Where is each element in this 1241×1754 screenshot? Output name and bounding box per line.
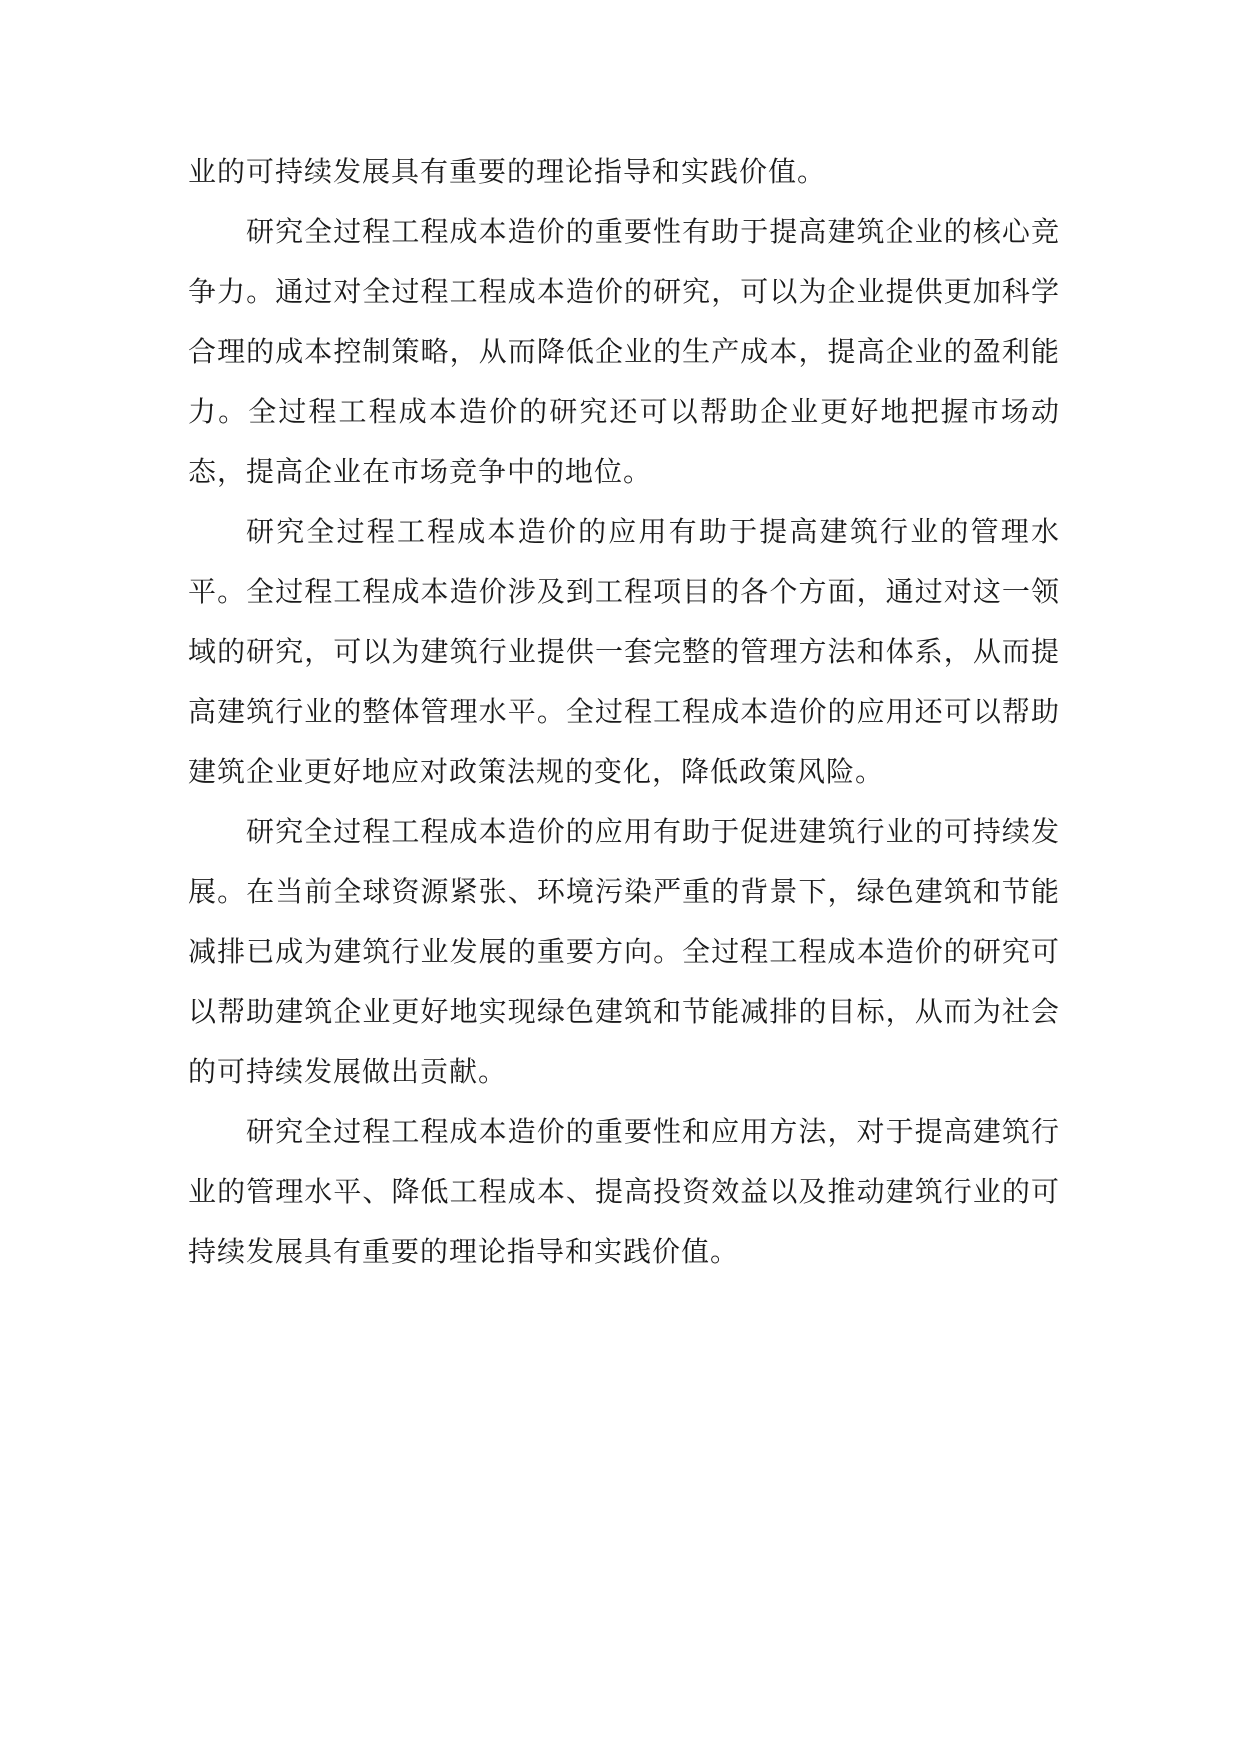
paragraph-continuation: 业的可持续发展具有重要的理论指导和实践价值。 [188,155,827,188]
paragraph-conclusion: 研究全过程工程成本造价的重要性和应用方法，对于提高建筑行业的管理水平、降低工程成本、提高投资效益以及推动建筑行业的可持续发展具有重要的理论指导和实践价值。 [188,1115,1060,1268]
paragraph-core-competitiveness: 研究全过程工程成本造价的重要性有助于提高建筑企业的核心竞争力。通过对全过程工程成本造价的研究，可以为企业提供更加科学合理的成本控制策略，从而降低企业的生产成本，提高企业的盈利能力。全过程工程成本造价的研究还可以帮助企业更好地把握市场动态，提高企业在市场竞争中的地位。 [188,215,1060,488]
paragraph-sustainable-development: 研究全过程工程成本造价的应用有助于促进建筑行业的可持续发展。在当前全球资源紧张、环境污染严重的背景下，绿色建筑和节能减排已成为建筑行业发展的重要方向。全过程工程成本造价的研究可以帮助建筑企业更好地实现绿色建筑和节能减排的目标，从而为社会的可持续发展做出贡献。 [188,815,1060,1088]
body-text [188,142,1060,1282]
paragraph-management-level: 研究全过程工程成本造价的应用有助于提高建筑行业的管理水平。全过程工程成本造价涉及到工程项目的各个方面，通过对这一领域的研究，可以为建筑行业提供一套完整的管理方法和体系，从而提高建筑行业的整体管理水平。全过程工程成本造价的应用还可以帮助建筑企业更好地应对政策法规的变化，降低政策风险。 [188,515,1060,788]
